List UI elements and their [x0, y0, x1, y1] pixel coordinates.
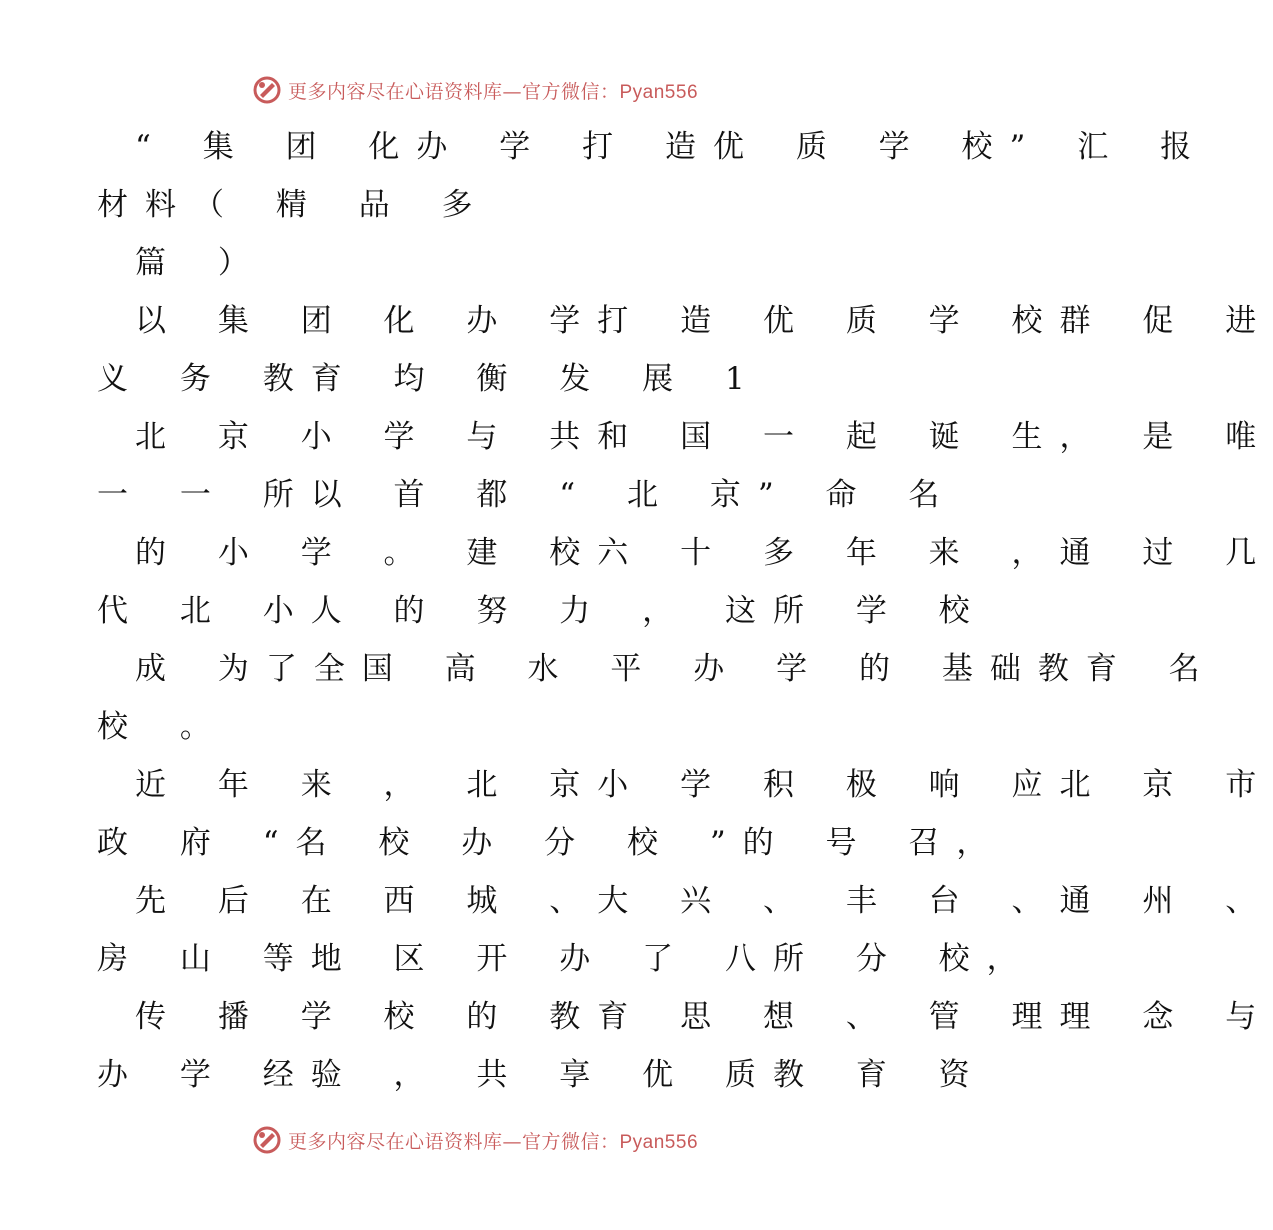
doc-text-line: 房 山 等地 区 开 办 了 八所 分 校，: [97, 941, 1035, 977]
watermark-slogan: 更多内容尽在心语资料库—官方微信：: [287, 80, 620, 103]
doc-text-line: 政 府 “名 校 办 分 校 ”的 号 召，: [97, 825, 1005, 861]
doc-text-line: 义 务 教育 均 衡 发 展 1: [97, 361, 762, 397]
doc-title-line-3: 篇 ）: [135, 245, 266, 281]
watermark-slogan: 更多内容尽在心语资料库—官方微信：: [287, 1130, 620, 1153]
doc-text-line: 代 北 小人 的 努 力 ， 这所 学 校: [97, 593, 987, 629]
document-body: [97, 118, 1273, 1104]
doc-text-line: 一 一 所以 首 都 “ 北 京” 命 名: [97, 477, 957, 513]
header-watermark: [0, 70, 950, 110]
doc-text-line: 北 京 小 学 与 共和 国 一 起 诞 生， 是 唯: [135, 419, 1273, 455]
doc-text-line: 校 。: [97, 709, 228, 745]
doc-text-line: 传 播 学 校 的 教育 思 想 、 管 理理 念 与: [135, 999, 1273, 1035]
doc-text-line: 先 后 在 西 城 、大 兴 、 丰 台 、通 州 、: [135, 883, 1273, 919]
seal-logo-icon: [252, 75, 282, 105]
seal-logo-icon: [252, 1125, 282, 1155]
doc-text-line: 办 学 经验 ， 共 享 优 质教 育 资: [97, 1057, 987, 1093]
doc-title-line-1: “ 集 团 化办 学 打 造优 质 学 校” 汇 报: [135, 129, 1209, 165]
footer-watermark: [0, 1120, 950, 1160]
doc-text-line: 近 年 来 ， 北 京小 学 积 极 响 应北 京 市: [135, 767, 1273, 803]
watermark-handle: Pyan556: [619, 81, 699, 103]
watermark-text: [288, 1127, 698, 1154]
doc-title-line-2: 材料（ 精 品 多: [97, 187, 490, 223]
doc-text-line: 成 为了全国 高 水 平 办 学 的 基础教育 名: [135, 651, 1217, 687]
doc-text-line: 的 小 学 。 建 校六 十 多 年 来 ，通 过 几: [135, 535, 1273, 571]
watermark-handle: Pyan556: [619, 1131, 699, 1153]
watermark-text: [288, 77, 698, 104]
doc-text-line: 以 集 团 化 办 学打 造 优 质 学 校群 促 进: [135, 303, 1273, 339]
